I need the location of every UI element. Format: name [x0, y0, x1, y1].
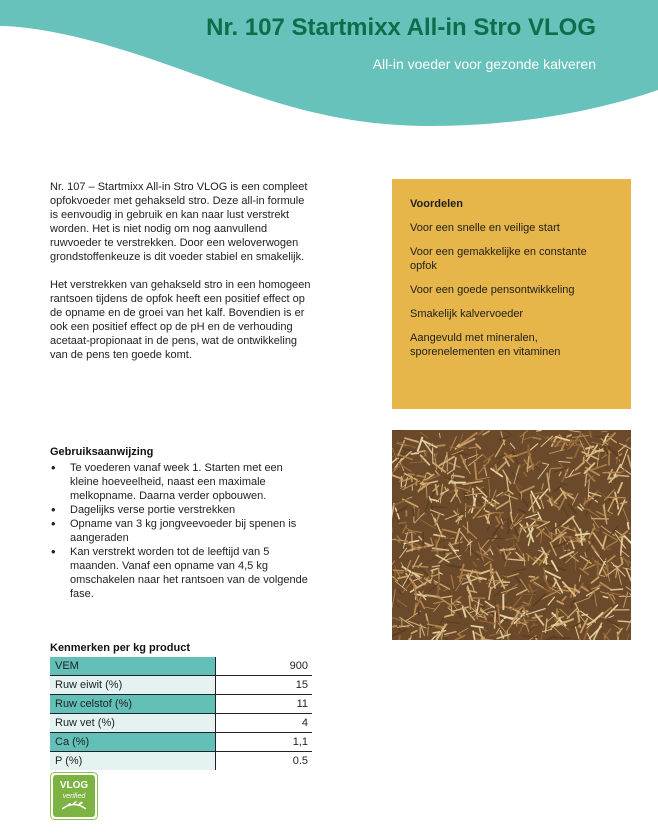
logo-text: VLOG — [59, 780, 89, 791]
intro-paragraph: Nr. 107 – Startmixx All-in Stro VLOG is een compleet opfokvoeder met gehakseld stro. Deze all-in formule is eenvoudig in gebruik en kan naar lust verstrekt worden. Het is niet nodig om nog aanvullend ruwvoeder te verstrekken. Door een weloverwogen grondstoffenkeuze is dit voeder stabiel en smakelijk. — [50, 181, 308, 263]
list-item: • Te voederen vanaf week 1. Starten met een kleine hoeveelheid, naast een maximale melkopname. Daarna verder opbouwen. — [50, 461, 308, 503]
benefits-title: Voordelen — [410, 198, 463, 210]
table-row — [50, 676, 312, 695]
table-row — [50, 695, 312, 714]
list-item: • Kan verstrekt worden tot de leeftijd van 5 maanden. Vanaf een opname van 4,5 kg omschakelen naar het rantsoen van de volgende fase. — [50, 545, 308, 601]
intro-text — [50, 180, 312, 376]
spec-value: 900 — [216, 657, 313, 676]
spec-label: Ca (%) — [50, 733, 216, 752]
spec-label: Ruw celstof (%) — [50, 695, 216, 714]
list-item: • Dagelijks verse portie verstrekken — [50, 503, 308, 517]
spec-value: 15 — [216, 676, 313, 695]
vlog-verified-logo — [50, 772, 98, 820]
spec-label: Ruw eiwit (%) — [50, 676, 216, 695]
spec-value: 1,1 — [216, 733, 313, 752]
list-item: • Opname van 3 kg jongveevoeder bij spenen is aangeraden — [50, 517, 308, 545]
logo-subtext: verified — [62, 793, 86, 800]
spec-label: Ruw vet (%) — [50, 714, 216, 733]
page-title: Nr. 107 Startmixx All-in Stro VLOG — [206, 14, 596, 41]
straw-photo — [392, 430, 631, 640]
intro-paragraph: Het verstrekken van gehakseld stro in een homogeen rantsoen tijdens de opfok heeft een positief effect op de opname en de groei van het kalf. Bovendien is er ook een positief effect op de pH en de verhouding acetaat-propionaat in de pens, wat de ontwikkeling van de pens ten goede komt. — [50, 279, 311, 361]
spec-value: 4 — [216, 714, 313, 733]
benefit-item: Aangevuld met mineralen, sporenelementen en vitaminen — [410, 332, 561, 358]
spec-label: P (%) — [50, 752, 216, 771]
page-subtitle: All-in voeder voor gezonde kalveren — [372, 56, 596, 72]
table-row — [50, 714, 312, 733]
specs-heading: Kenmerken per kg product — [50, 642, 190, 654]
usage-heading: Gebruiksaanwijzing — [50, 446, 154, 458]
usage-list — [50, 461, 308, 601]
benefit-item: Voor een goede pensontwikkeling — [410, 284, 575, 296]
benefit-item: Voor een snelle en veilige start — [410, 222, 560, 234]
table-row — [50, 657, 312, 676]
table-row — [50, 733, 312, 752]
benefits-box — [392, 179, 631, 409]
specs-table — [50, 657, 312, 770]
spec-value: 0.5 — [292, 755, 308, 767]
benefit-item: Voor een gemakkelijke en constante opfok — [410, 246, 587, 272]
spec-label: VEM — [50, 657, 216, 676]
benefit-item: Smakelijk kalvervoeder — [410, 308, 524, 320]
table-row — [50, 752, 312, 771]
spec-value: 11 — [216, 695, 313, 714]
